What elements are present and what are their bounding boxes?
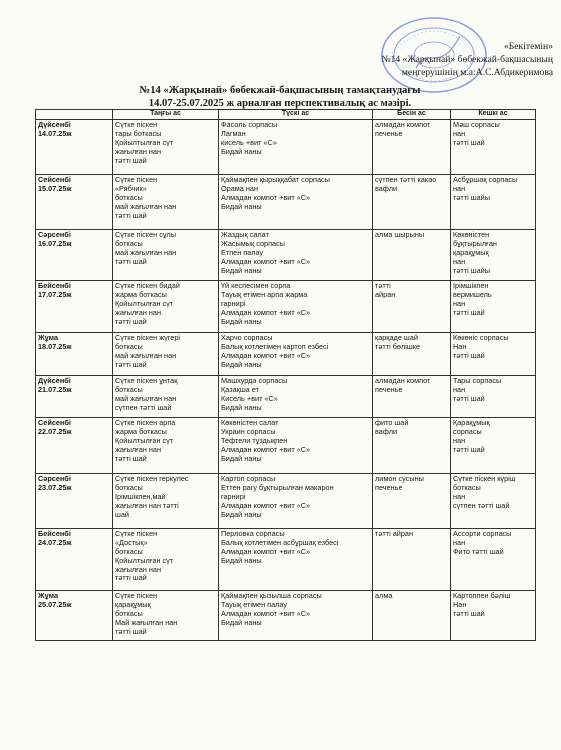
- cell-line: печенье: [375, 482, 403, 492]
- cell-line: тәтті шай: [115, 359, 147, 369]
- cell-line: Алмадан компот +вит «С»: [221, 350, 311, 360]
- breakfast-cell: [113, 375, 219, 417]
- menu-body: [36, 119, 536, 640]
- cell-line: Фасоль сорпасы: [221, 119, 278, 129]
- cell-line: Сәрсенбі: [38, 473, 71, 483]
- cell-line: Алмадан компот +вит «С»: [221, 546, 311, 556]
- breakfast-cell: [113, 528, 219, 590]
- cell-line: тәтті шай: [453, 608, 485, 618]
- day-cell: [36, 473, 113, 528]
- table-row: [36, 417, 536, 473]
- cell-line: Нан: [453, 341, 467, 351]
- cell-line: алма шырыны: [375, 229, 425, 239]
- cell-line: печенье: [375, 384, 403, 394]
- breakfast-cell: [113, 229, 219, 280]
- cell-line: Алмадан компот +вит «С»: [221, 256, 311, 266]
- cell-line: Сүтке піскен: [115, 528, 158, 538]
- cell-line: жағылған нан: [115, 444, 161, 454]
- cell-line: жағылған нан: [115, 564, 161, 574]
- cell-line: Алмадан компот +вит «С»: [221, 192, 311, 202]
- snack-cell: [373, 119, 451, 174]
- cell-line: қарқаде шай: [375, 332, 418, 342]
- cell-line: Сүтке піскен арпа: [115, 417, 176, 427]
- day-cell: [36, 280, 113, 332]
- cell-line: жағылған нан тәтті: [115, 500, 179, 510]
- cell-line: тәтті шайы: [453, 265, 490, 275]
- cell-line: 24.07.25ж: [38, 537, 72, 547]
- cell-line: Дүйсенбі: [38, 119, 71, 129]
- cell-line: Көкөністен: [453, 229, 490, 239]
- cell-line: Асбұршақ сорпасы: [453, 174, 518, 184]
- cell-line: «Достық»: [115, 537, 148, 547]
- cell-line: Көкөніс сорпасы: [453, 332, 509, 342]
- cell-line: Қарақұмық: [453, 417, 490, 427]
- lunch-cell: [219, 528, 373, 590]
- cell-line: нан: [453, 298, 466, 308]
- cell-line: Тауық етімен арпа жарма: [221, 289, 308, 299]
- cell-line: жағылған нан: [115, 307, 161, 317]
- cell-line: Тары сорпасы: [453, 375, 502, 385]
- cell-line: Қаймақпен қырыққабат сорпасы: [221, 174, 330, 184]
- cell-line: май жағылған нан: [115, 247, 177, 257]
- snack-cell: [373, 280, 451, 332]
- table-row: [36, 375, 536, 417]
- cell-line: Сәрсенбі: [38, 229, 71, 239]
- snack-cell: [373, 417, 451, 473]
- cell-line: Сүтке піскен күріш: [453, 473, 516, 483]
- cell-line: алмадан компот: [375, 119, 431, 129]
- breakfast-cell: [113, 590, 219, 640]
- cell-line: Қазақша ет: [221, 384, 259, 394]
- lunch-cell: [219, 119, 373, 174]
- cell-line: тәтті шай: [115, 155, 147, 165]
- cell-line: 22.07.25ж: [38, 426, 72, 436]
- cell-line: Бидай наны: [221, 316, 262, 326]
- cell-line: тәтті шай: [115, 573, 147, 583]
- cell-line: 14.07.25ж: [38, 128, 72, 138]
- cell-line: Сейсенбі: [38, 417, 71, 427]
- column-header: Түскі ас: [219, 110, 373, 120]
- dinner-cell: [451, 332, 536, 375]
- title-line: 14.07-25.07.2025 ж арналған перспективалық ас мәзірі.: [148, 97, 412, 109]
- snack-cell: [373, 473, 451, 528]
- cell-line: Алмадан компот +вит «С»: [221, 444, 311, 454]
- cell-line: Үй кеспесімен сорпа: [221, 280, 291, 290]
- cell-line: лимон сусыны: [375, 473, 424, 483]
- lunch-cell: [219, 174, 373, 229]
- cell-line: Бейсенбі: [38, 528, 71, 538]
- cell-line: Алмадан компот +вит «С»: [221, 608, 311, 618]
- cell-line: Харчо сорпасы: [221, 332, 273, 342]
- cell-line: Сүтке піскен: [115, 590, 158, 600]
- dinner-cell: [451, 280, 536, 332]
- cell-line: 21.07.25ж: [38, 384, 72, 394]
- dinner-cell: [451, 590, 536, 640]
- cell-line: Бидай наны: [221, 509, 262, 519]
- cell-line: нан: [453, 256, 466, 266]
- cell-line: нан: [453, 537, 466, 547]
- column-header: Бесін ас: [373, 110, 451, 120]
- cell-line: 15.07.25ж: [38, 183, 72, 193]
- cell-line: қарақұмық: [453, 247, 489, 257]
- cell-line: Нан: [453, 599, 467, 609]
- day-cell: [36, 417, 113, 473]
- cell-line: тәтті шайы: [453, 192, 490, 202]
- cell-line: гарнирі: [221, 298, 246, 308]
- cell-line: алма: [375, 590, 393, 600]
- cell-line: Картоппен бәліш: [453, 590, 511, 600]
- cell-line: боткасы: [115, 192, 143, 202]
- snack-cell: [373, 590, 451, 640]
- cell-line: боткасы: [115, 341, 143, 351]
- cell-line: тәтті шай: [453, 307, 485, 317]
- cell-line: жарма боткасы: [115, 426, 167, 436]
- cell-line: тәтті шай: [115, 626, 147, 636]
- cell-line: боткасы: [115, 238, 143, 248]
- breakfast-cell: [113, 332, 219, 375]
- cell-line: 16.07.25ж: [38, 238, 72, 248]
- breakfast-cell: [113, 280, 219, 332]
- cell-line: нан: [453, 384, 466, 394]
- cell-line: алмадан компот: [375, 375, 431, 385]
- cell-line: Картоп сорпасы: [221, 473, 276, 483]
- lunch-cell: [219, 332, 373, 375]
- approval-block: [253, 40, 553, 79]
- cell-line: Май жағылған нан: [115, 617, 178, 627]
- snack-cell: [373, 229, 451, 280]
- cell-line: сорпасы: [453, 426, 482, 436]
- day-cell: [36, 119, 113, 174]
- breakfast-cell: [113, 119, 219, 174]
- cell-line: май жағылған нан: [115, 393, 177, 403]
- cell-line: Жаздық салат: [221, 229, 269, 239]
- cell-line: Фито тәтті шай: [453, 546, 504, 556]
- cell-line: гарнирі: [221, 491, 246, 501]
- cell-line: Бидай наны: [221, 555, 262, 565]
- cell-line: Қаймақпен қызылша сорпасы: [221, 590, 322, 600]
- lunch-cell: [219, 417, 373, 473]
- table-row: [36, 280, 536, 332]
- day-cell: [36, 229, 113, 280]
- cell-line: жағылған нан: [115, 146, 161, 156]
- snack-cell: [373, 332, 451, 375]
- cell-line: Сейсенбі: [38, 174, 71, 184]
- cell-line: «Рябчик»: [115, 183, 147, 193]
- dinner-cell: [451, 229, 536, 280]
- cell-line: боткасы: [115, 482, 143, 492]
- day-cell: [36, 375, 113, 417]
- cell-line: Орама нан: [221, 183, 259, 193]
- cell-line: 23.07.25ж: [38, 482, 72, 492]
- table-row: [36, 473, 536, 528]
- snack-cell: [373, 375, 451, 417]
- day-cell: [36, 174, 113, 229]
- approval-line: «Бекітемін»: [503, 41, 553, 52]
- cell-line: тәтті шай: [115, 210, 147, 220]
- cell-line: Кисель +вит «С»: [221, 393, 278, 403]
- approval-line: меңгерушінің м.а:А.С.Абдикеримова: [401, 67, 553, 78]
- cell-line: Қойылтылған сүт: [115, 137, 174, 147]
- cell-line: сүтпен тәтті шай: [115, 402, 172, 412]
- cell-line: Етпен палау: [221, 247, 264, 257]
- cell-line: вафли: [375, 426, 398, 436]
- cell-line: боткасы: [115, 546, 143, 556]
- cell-line: тәтті шай: [115, 316, 147, 326]
- snack-cell: [373, 174, 451, 229]
- table-row: [36, 590, 536, 640]
- lunch-cell: [219, 280, 373, 332]
- cell-line: Бидай наны: [221, 201, 262, 211]
- table-row: [36, 229, 536, 280]
- cell-line: Бидай наны: [221, 617, 262, 627]
- cell-line: Ірімшікпен,май: [115, 491, 166, 501]
- cell-line: Бидай наны: [221, 453, 262, 463]
- cell-line: Алмадан компот +вит «С»: [221, 500, 311, 510]
- cell-line: Сүтке піскен жүгері: [115, 332, 180, 342]
- cell-line: вермишель: [453, 289, 492, 299]
- cell-line: айран: [375, 289, 396, 299]
- cell-line: Сүтке піскен: [115, 174, 158, 184]
- dinner-cell: [451, 174, 536, 229]
- document-title: [60, 85, 500, 110]
- table-row: [36, 528, 536, 590]
- cell-line: Еттен рагу бұқтырылған макарон: [221, 482, 334, 492]
- cell-line: кисель +вит «С»: [221, 137, 277, 147]
- cell-line: Жұма: [38, 590, 59, 600]
- cell-line: Бейсенбі: [38, 280, 71, 290]
- cell-line: Дүйсенбі: [38, 375, 71, 385]
- cell-line: тәтті шай: [115, 256, 147, 266]
- cell-line: тәтті шай: [115, 453, 147, 463]
- cell-line: тәтті шай: [453, 350, 485, 360]
- cell-line: Сүтке піскен бидай: [115, 280, 180, 290]
- cell-line: боткасы: [115, 384, 143, 394]
- cell-line: Алмадан компот +вит «С»: [221, 307, 311, 317]
- cell-line: Сүтке піскен геркулес: [115, 473, 189, 483]
- cell-line: вафли: [375, 183, 398, 193]
- cell-line: Ірімшікпен: [453, 280, 489, 290]
- lunch-cell: [219, 229, 373, 280]
- day-cell: [36, 590, 113, 640]
- cell-line: тары боткасы: [115, 128, 162, 138]
- cell-line: 25.07.25ж: [38, 599, 72, 609]
- column-header: Кешкі ас: [451, 110, 536, 120]
- cell-line: Қойылтылған сүт: [115, 435, 174, 445]
- cell-line: Балық котлетімен асбұршақ езбесі: [221, 537, 339, 547]
- lunch-cell: [219, 590, 373, 640]
- cell-line: тәтті: [375, 280, 391, 290]
- cell-line: Балық котлетімен картоп езбесі: [221, 341, 329, 351]
- cell-line: боткасы: [115, 608, 143, 618]
- cell-line: май жағылған нан: [115, 201, 177, 211]
- cell-line: тәтті шай: [453, 444, 485, 454]
- dinner-cell: [451, 528, 536, 590]
- cell-line: Қойылтылған сүт: [115, 298, 174, 308]
- cell-line: май жағылған нан: [115, 350, 177, 360]
- dinner-cell: [451, 417, 536, 473]
- cell-line: қарақұмық: [115, 599, 151, 609]
- table-row: [36, 332, 536, 375]
- cell-line: боткасы: [453, 482, 481, 492]
- cell-line: тәтті шай: [453, 137, 485, 147]
- dinner-cell: [451, 119, 536, 174]
- cell-line: сүтпен тәтті какао: [375, 174, 437, 184]
- cell-line: Бидай наны: [221, 402, 262, 412]
- cell-line: Бидай наны: [221, 265, 262, 275]
- cell-line: нан: [453, 435, 466, 445]
- dinner-cell: [451, 375, 536, 417]
- cell-line: Көкөністен салат: [221, 417, 279, 427]
- cell-line: Тефтели тұздықпен: [221, 435, 288, 445]
- lunch-cell: [219, 473, 373, 528]
- cell-line: Жасымық сорпасы: [221, 238, 286, 248]
- day-cell: [36, 528, 113, 590]
- cell-line: тәтті айран: [375, 528, 414, 538]
- cell-line: Мәш сорпасы: [453, 119, 500, 129]
- cell-line: Сүтке піскен сұлы: [115, 229, 177, 239]
- cell-line: Перловка сорпасы: [221, 528, 285, 538]
- cell-line: Сүтке піскен: [115, 119, 158, 129]
- cell-line: 18.07.25ж: [38, 341, 72, 351]
- cell-line: 17.07.25ж: [38, 289, 72, 299]
- breakfast-cell: [113, 417, 219, 473]
- menu-table: [35, 109, 536, 641]
- header-row: [36, 110, 536, 120]
- cell-line: Тауық етімен палау: [221, 599, 288, 609]
- cell-line: тәтті бөлішке: [375, 341, 421, 351]
- breakfast-cell: [113, 473, 219, 528]
- cell-line: Бидай наны: [221, 146, 262, 156]
- cell-line: Бидай наны: [221, 359, 262, 369]
- day-cell: [36, 332, 113, 375]
- cell-line: печенье: [375, 128, 403, 138]
- column-header: [36, 110, 113, 120]
- cell-line: Машхурда сорпасы: [221, 375, 288, 385]
- cell-line: фито шай: [375, 417, 409, 427]
- cell-line: нан: [453, 183, 466, 193]
- cell-line: Сүтке піскен ұнтақ: [115, 375, 178, 385]
- cell-line: Укрaин сорпасы: [221, 426, 276, 436]
- dinner-cell: [451, 473, 536, 528]
- cell-line: Ассорти сорпасы: [453, 528, 512, 538]
- snack-cell: [373, 528, 451, 590]
- cell-line: сүтпен тәтті шай: [453, 500, 510, 510]
- cell-line: тәтті шай: [453, 393, 485, 403]
- cell-line: Лагман: [221, 128, 246, 138]
- approval-line: №14 «Жарқынай» бөбекжай-бақшасының: [381, 54, 553, 65]
- table-row: [36, 119, 536, 174]
- column-header: Таңғы ас: [113, 110, 219, 120]
- title-line: №14 «Жарқынай» бөбекжай-бақшасының тамақтанудағы: [139, 85, 421, 96]
- cell-line: Қойылтылған сүт: [115, 555, 174, 565]
- cell-line: нан: [453, 128, 466, 138]
- cell-line: Жұма: [38, 332, 59, 342]
- table-row: [36, 174, 536, 229]
- breakfast-cell: [113, 174, 219, 229]
- cell-line: шай: [115, 509, 129, 519]
- lunch-cell: [219, 375, 373, 417]
- cell-line: жарма боткасы: [115, 289, 167, 299]
- cell-line: нан: [453, 491, 466, 501]
- cell-line: бұқтырылған: [453, 238, 497, 248]
